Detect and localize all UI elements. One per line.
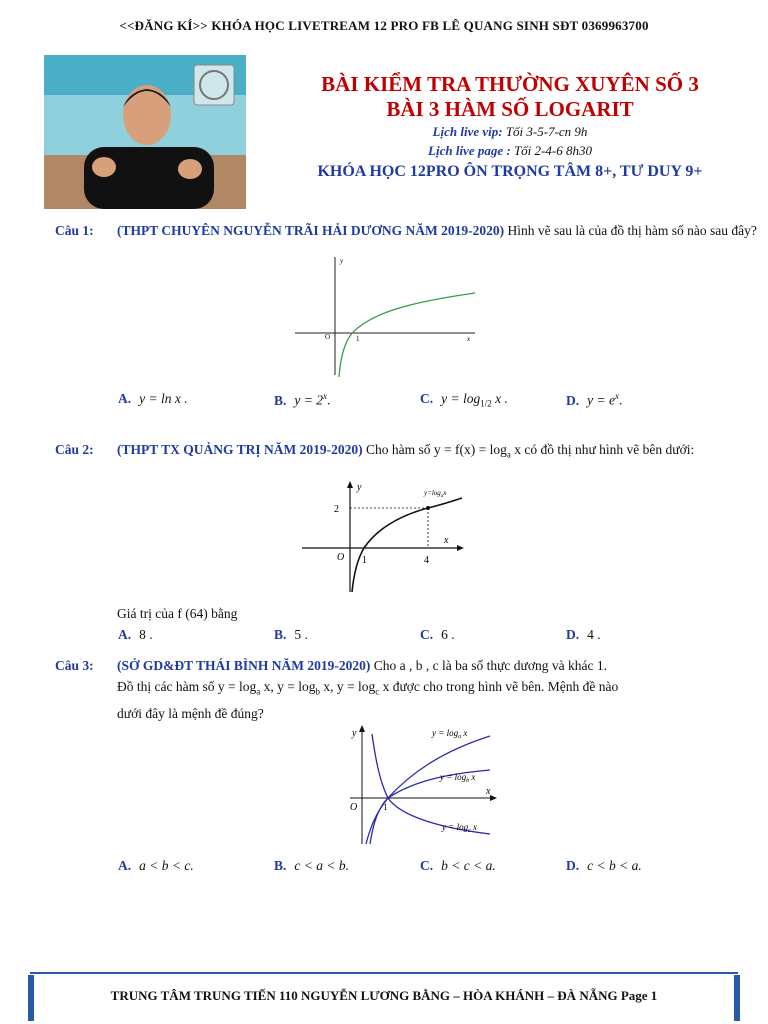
label-log-c: $y = \log_c x$	[442, 822, 477, 834]
x-axis-label: x	[444, 535, 449, 546]
q3-answer-a[interactable]: A. a < b < c.	[118, 858, 194, 873]
footer-divider	[30, 972, 738, 974]
tick-x1: 1	[362, 555, 367, 566]
question-2	[55, 439, 768, 483]
curve-label: $y=\log_ax$	[424, 489, 447, 499]
question-label: Câu 2:	[55, 442, 94, 457]
origin-label: O	[325, 333, 331, 341]
schedule-vip: Lịch live vip: Tối 3-5-7-cn 9h	[432, 124, 588, 139]
q1-answer-d[interactable]: D. $y = e^x$.	[566, 391, 623, 408]
schedule-page: Lịch live page : Tối 2-4-6 8h30	[428, 143, 592, 158]
label-log-a: $y = \log_a x$	[432, 728, 468, 740]
q2-answer-d[interactable]: D. 4 .	[566, 627, 601, 642]
origin-label: O	[350, 802, 358, 813]
graph-loga	[302, 480, 467, 595]
graph-ln	[295, 255, 480, 380]
question-text: (THPT CHUYÊN NGUYỄN TRÃI HẢI DƯƠNG NĂM 2019-2020) Hình vẽ sau là của đồ thị hàm số nào sau đây?	[117, 223, 757, 238]
y-axis-label: y	[340, 257, 344, 265]
question-text: (THPT TX QUẢNG TRỊ NĂM 2019-2020) Cho hàm số $y = f(x) = \log_a x$ có đồ thị như hình vẽ bên dưới:	[117, 442, 695, 460]
q3-answer-c[interactable]: C. b < c < a.	[420, 858, 496, 873]
question-label: Câu 3:	[55, 658, 94, 673]
graph-log-abc	[340, 722, 500, 847]
q2-answer-b[interactable]: B. 5 .	[274, 627, 308, 642]
q2-answer-a[interactable]: A. 8 .	[118, 627, 153, 642]
x-axis-label: x	[486, 786, 491, 797]
question-3	[55, 655, 768, 721]
top-banner: <<ĐĂNG KÍ>> KHÓA HỌC LIVETREAM 12 PRO FB LÊ QUANG SINH SĐT 0369963700	[119, 18, 649, 33]
question-text: (SỞ GD&ĐT THÁI BÌNH NĂM 2019-2020) Cho a , b , c là ba số thực dương và khác 1. Đồ thị các hàm số $y = \log_a x$, $y = \log_b x$, $y = \log_c x$ được cho trong hình vẽ bên. Mệnh đề nào dưới đây là mệnh đề đúng?	[117, 658, 619, 721]
q3-answer-d[interactable]: D. c < b < a.	[566, 858, 642, 873]
q1-answer-b[interactable]: B. $y = 2^x$.	[274, 391, 331, 408]
logc-curve	[372, 734, 490, 834]
exam-title: BÀI KIỂM TRA THƯỜNG XUYÊN SỐ 3	[321, 72, 699, 96]
tick-one: 1	[383, 802, 388, 812]
tick-x4: 4	[424, 555, 429, 566]
title-block	[262, 72, 758, 184]
label-log-b: $y = \log_b x$	[440, 772, 476, 784]
page-footer: TRUNG TÂM TRUNG TIẾN 110 NGUYỄN LƯƠNG BẰNG – HÒA KHÁNH – ĐÀ NẴNG Page 1	[110, 988, 658, 1003]
question-label: Câu 1:	[55, 223, 94, 238]
instructor-photo	[44, 55, 246, 209]
q1-answer-c[interactable]: C. $y = \log_{1/2} x$ .	[420, 391, 508, 409]
x-axis-label: x	[467, 335, 471, 343]
course-line: KHÓA HỌC 12PRO ÔN TRỌNG TÂM 8+, TƯ DUY 9+	[317, 163, 703, 180]
tick-one: 1	[356, 335, 360, 343]
q3-answer-b[interactable]: B. c < a < b.	[274, 858, 349, 873]
origin-label: O	[337, 552, 345, 563]
lesson-title: BÀI 3 HÀM SỐ LOGARIT	[386, 97, 634, 121]
q2-answer-c[interactable]: C. 6 .	[420, 627, 455, 642]
question-2-prompt: Giá trị của f (64) bằng	[117, 606, 238, 621]
q1-answer-a[interactable]: A. y = ln x .	[118, 391, 188, 406]
tick-y2: 2	[334, 504, 339, 515]
y-axis-label: y	[352, 728, 357, 739]
y-axis-label: y	[357, 482, 362, 493]
